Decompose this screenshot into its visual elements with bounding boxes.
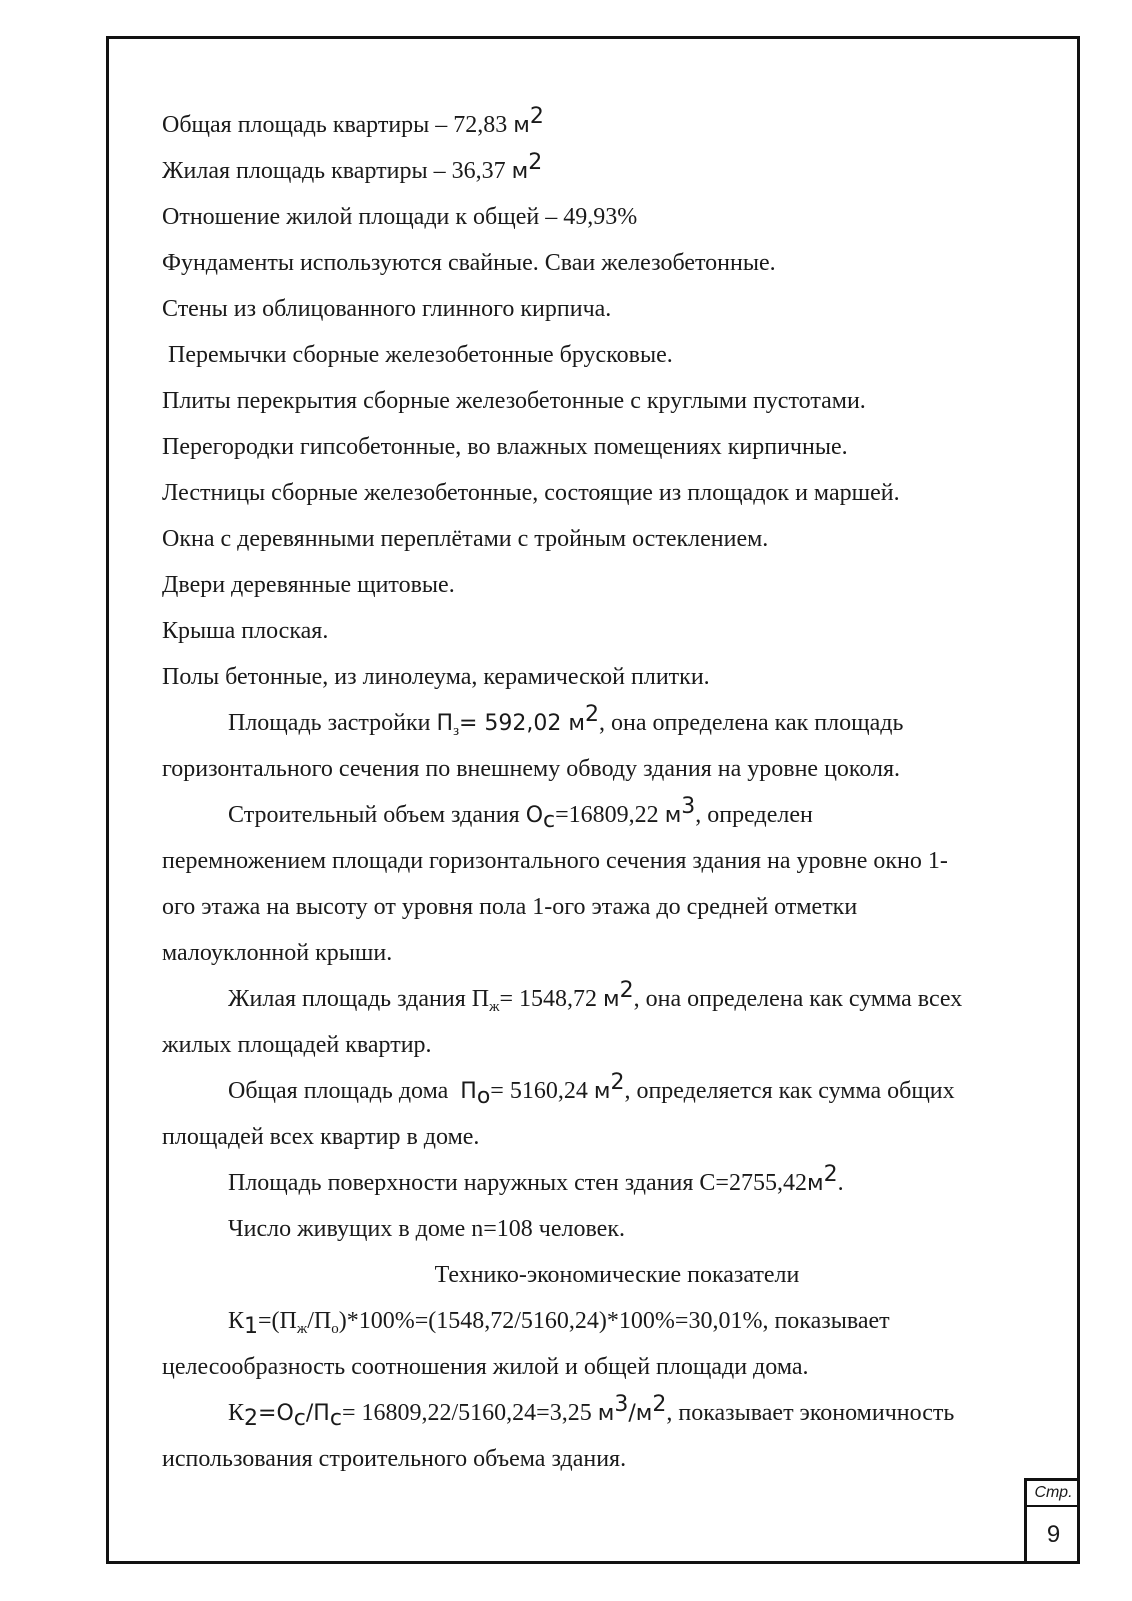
exponent: 2 [823, 1162, 838, 1187]
exponent: 2 [619, 978, 634, 1003]
value: = 592,02 [459, 711, 569, 736]
exponent: 2 [528, 150, 543, 175]
volume-paragraph-cont: малоуклонной крыши. [162, 940, 393, 966]
section-heading: Технико-экономические показатели [434, 1262, 800, 1288]
living-area-paragraph-cont: жилых площадей квартир. [162, 1032, 432, 1058]
text: =О [258, 1401, 294, 1426]
subscript: 1 [244, 1314, 259, 1339]
subscript: о [476, 1084, 491, 1109]
text: Строительный объем здания [228, 802, 526, 828]
text: , показывает экономичность [666, 1400, 955, 1426]
volume-paragraph [162, 792, 1052, 838]
unit: м [597, 1401, 615, 1426]
text: , она определена как сумма всех [633, 986, 963, 1012]
subscript: с [543, 808, 556, 833]
page-number-stamp [1024, 1478, 1080, 1564]
text: . [837, 1170, 844, 1196]
subscript: с [329, 1406, 342, 1431]
doors-line: Двери деревянные щитовые. [162, 572, 455, 598]
windows-line: Окна с деревянными переплётами с тройным остеклением. [162, 526, 769, 552]
apartment-total-area-line [162, 102, 1052, 148]
text: )*100%=(1548,72/5160,24)*100%=30,01%, показывает [338, 1308, 890, 1334]
subscript: с [293, 1406, 306, 1431]
exponent: 2 [652, 1392, 667, 1417]
subscript: ж [489, 999, 500, 1015]
walls-line: Стены из облицованного глинного кирпича. [162, 296, 612, 322]
subscript: з [453, 723, 459, 739]
document-body [162, 102, 1052, 1482]
exponent: 3 [681, 794, 696, 819]
k1-paragraph [162, 1298, 1052, 1344]
text: Общая площадь дома [228, 1078, 461, 1104]
text: Жилая площадь квартиры – 36,37 [162, 158, 512, 184]
total-area-paragraph [162, 1068, 1052, 1114]
value: = 1548,72 [499, 986, 604, 1012]
k2-paragraph [162, 1390, 1052, 1436]
unit: м [513, 113, 530, 138]
symbol: П [460, 1079, 477, 1104]
apartment-living-area-line [162, 148, 1052, 194]
exponent: 2 [610, 1070, 625, 1095]
total-area-paragraph-cont: площадей всех квартир в доме. [162, 1124, 480, 1150]
symbol: П [436, 711, 454, 736]
text: Жилая площадь здания [228, 986, 472, 1012]
unit: м [664, 803, 682, 828]
text: , определяется как сумма общих [624, 1078, 955, 1104]
subscript: ж [296, 1321, 308, 1337]
foundation-line: Фундаменты используются свайные. Сваи железобетонные. [162, 250, 776, 276]
k1-paragraph-cont: целесообразность соотношения жилой и общей площади дома. [162, 1354, 809, 1380]
partitions-line: Перегородки гипсобетонные, во влажных помещениях кирпичные. [162, 434, 848, 460]
value: = 16809,22/5160,24=3,25 [341, 1400, 598, 1426]
lintels-line: Перемычки сборные железобетонные брусковые. [168, 342, 673, 368]
unit: м [568, 711, 586, 736]
exponent: 2 [585, 702, 600, 727]
text: Площадь поверхности наружных стен здания С=2755,42 [228, 1170, 807, 1196]
value: =16809,22 [555, 802, 665, 828]
symbol: К [228, 1308, 245, 1334]
text: /П [305, 1401, 330, 1426]
volume-paragraph-cont: ого этажа на высоту от уровня пола 1-ого этажа до средней отметки [162, 894, 858, 920]
stamp-label: Стр. [1027, 1481, 1080, 1507]
living-area-paragraph [162, 976, 1052, 1022]
symbol: К [228, 1400, 245, 1426]
exponent: 3 [614, 1392, 629, 1417]
slabs-line: Плиты перекрытия сборные железобетонные с круглыми пустотами. [162, 388, 866, 414]
unit: м [806, 1171, 824, 1196]
residents-line: Число живущих в доме n=108 человек. [228, 1216, 625, 1242]
text: /П [307, 1308, 332, 1334]
text: , она определена как площадь [599, 710, 904, 736]
symbol: П [471, 986, 490, 1012]
stairs-line: Лестницы сборные железобетонные, состоящие из площадок и маршей. [162, 480, 900, 506]
roof-line: Крыша плоская. [162, 618, 329, 644]
ratio-line: Отношение жилой площади к общей – 49,93% [162, 204, 638, 230]
subscript: 2 [244, 1406, 259, 1431]
text: , определен [695, 802, 813, 828]
built-area-paragraph [162, 700, 1052, 746]
unit: м [511, 159, 529, 184]
volume-paragraph-cont: перемножением площади горизонтального сечения здания на уровне окно 1- [162, 848, 948, 874]
exponent: 2 [529, 104, 544, 129]
value: = 5160,24 [490, 1078, 594, 1104]
text: =(П [258, 1308, 297, 1334]
text: Общая площадь квартиры – 72,83 [162, 112, 514, 138]
walls-area-line [162, 1160, 1052, 1206]
k2-paragraph-cont: использования строительного объема здания. [162, 1446, 627, 1472]
text: Площадь застройки [228, 710, 437, 736]
floors-line: Полы бетонные, из линолеума, керамической плитки. [162, 664, 710, 690]
page-number: 9 [1046, 1521, 1061, 1548]
unit: м [603, 987, 620, 1012]
subscript: о [331, 1321, 339, 1337]
unit: м [635, 1401, 653, 1426]
symbol: О [525, 803, 544, 828]
unit: м [593, 1079, 611, 1104]
built-area-paragraph-cont: горизонтального сечения по внешнему обводу здания на уровне цоколя. [162, 756, 901, 782]
slash: / [628, 1401, 636, 1426]
